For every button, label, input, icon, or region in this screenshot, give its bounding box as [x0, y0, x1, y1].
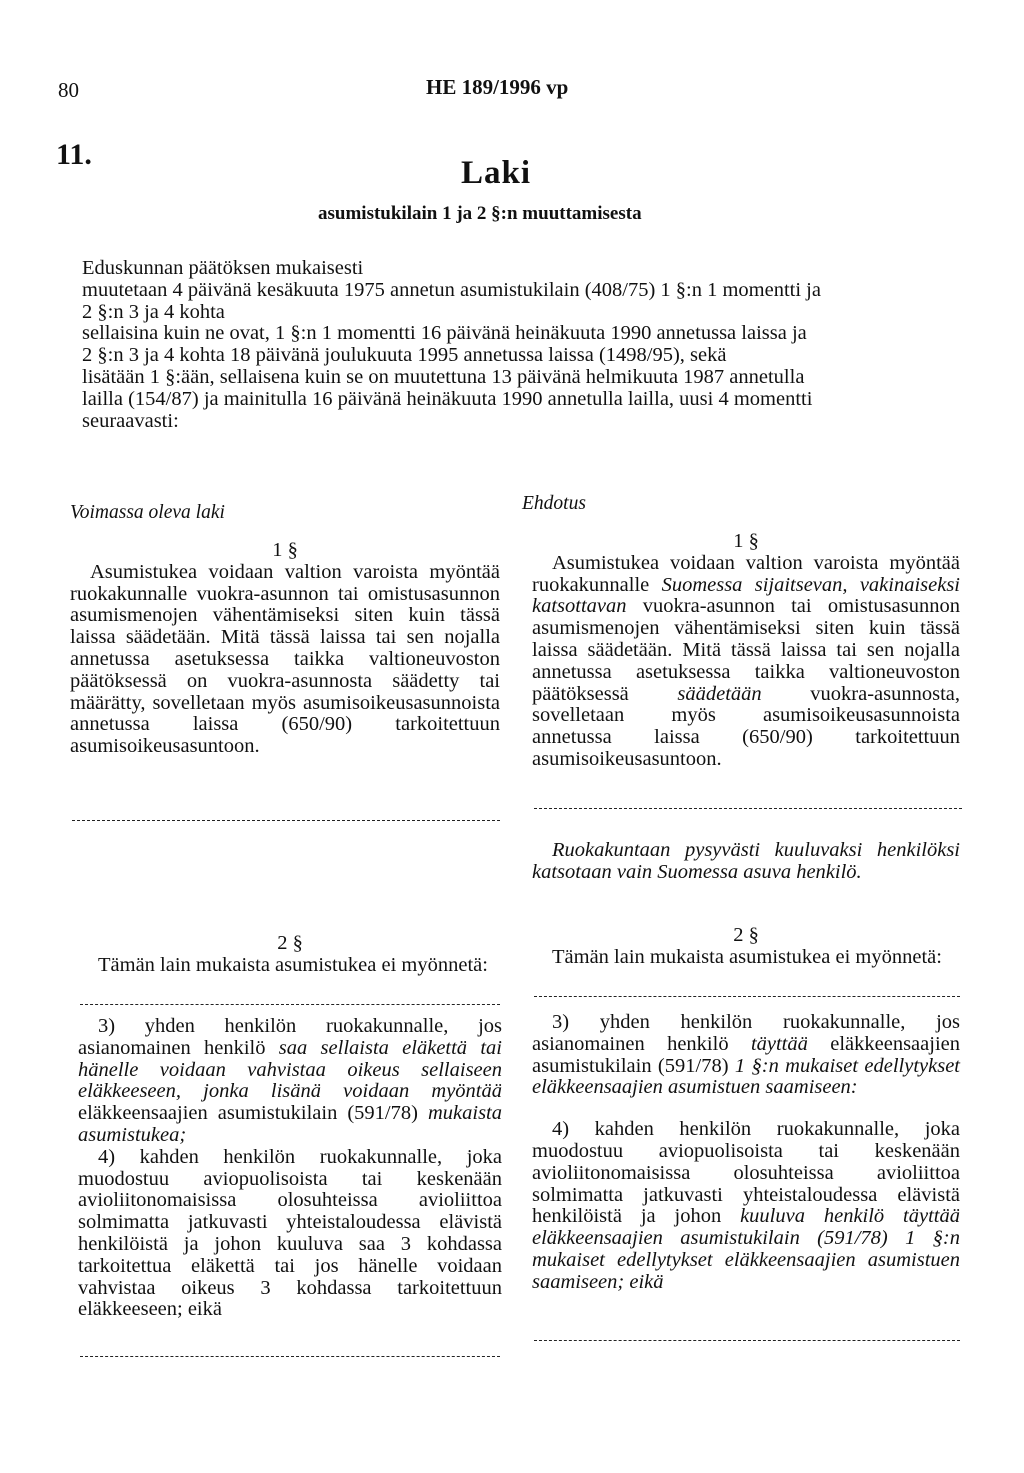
intro-line: sellaisina kuin ne ovat, 1 §:n 1 momentti 16 päivänä heinäkuuta 1990 annetussa laissa ja — [82, 322, 807, 345]
left-column-heading: Voimassa oleva laki — [70, 502, 225, 523]
section-1-label: 1 § — [272, 539, 298, 561]
right-column-heading: Ehdotus — [522, 493, 586, 514]
intro-line: muutetaan 4 päivänä kesäkuuta 1975 annetun asumistukilain (408/75) 1 §:n 1 momentti ja — [82, 278, 821, 301]
intro-line: 2 §:n 3 ja 4 kohta — [82, 300, 225, 323]
omission-dash-line — [80, 1356, 500, 1357]
omission-dash-line — [72, 820, 500, 821]
section-2-label: 2 § — [277, 932, 303, 954]
right-section-2 — [532, 925, 960, 969]
intro-line: Eduskunnan päätöksen mukaisesti — [82, 257, 364, 279]
law-title: Laki — [461, 155, 532, 191]
left-section-2 — [78, 933, 502, 977]
omission-dash-line — [80, 1004, 500, 1005]
right-item-3: 3) yhden henkilön ruokakunnalle, jos asianomainen henkilö täyttää eläkkeensaajien asumistukilain (591/78) 1 §:n mukaiset edellytykset eläkkeensaajien asumistuen saamiseen: — [532, 1011, 960, 1099]
enactment-clause — [82, 258, 962, 432]
intro-line: lailla (154/87) ja mainitulla 16 päivänä heinäkuuta 1990 annetulla lailla, uusi 4 momentti — [82, 387, 813, 410]
right-new-moment: Ruokakuntaan pysyvästi kuuluvaksi henkilöksi katsotaan vain Suomessa asuva henkilö. — [532, 839, 960, 883]
left-section-1-text: Asumistukea voidaan valtion varoista myöntää ruokakunnalle vuokra-asunnon tai omistusasunnon asumismenojen vähentämiseksi siten kuin tässä laissa säädetään. Mitä tässä laissa tai sen nojalla annetussa asetuksessa taikka valtioneuvoston päätöksessä on vuokra-asunnosta säädetty tai määrätty, sovelletaan myös asumisoikeusasunnoista annetussa laissa (650/90) tarkoitettuun asumisoikeusasuntoon. — [70, 560, 500, 758]
intro-line: seuraavasti: — [82, 409, 179, 432]
intro-line: 2 §:n 3 ja 4 kohta 18 päivänä joulukuuta 1995 annetussa laissa (1498/95), sekä — [82, 344, 727, 367]
omission-dash-line — [534, 996, 960, 997]
right-section-1-text: Asumistukea voidaan valtion varoista myöntää ruokakunnalle Suomessa sijaitsevan, vakinaiseksi katsottavan vuokra-asunnon tai omistusasunnon asumismenojen vähentämiseksi siten kuin tässä laissa säädetään. Mitä tässä laissa tai sen nojalla annetussa asetuksessa taikka valtioneuvoston päätöksessä säädetään vuokra-asunnosta, sovelletaan myös asumisoikeusasunnoista annetussa laissa (650/90) tarkoitettuun asumisoikeusasuntoon. — [532, 551, 961, 770]
omission-dash-line — [534, 808, 962, 809]
law-subtitle: asumistukilain 1 ja 2 §:n muuttamisesta — [318, 203, 642, 224]
running-head: HE 189/1996 vp — [426, 75, 569, 99]
section-2-intro: Tämän lain mukaista asumistukea ei myönnetä: — [98, 953, 488, 976]
intro-line: lisätään 1 §:ään, sellaisena kuin se on muutettuna 13 päivänä helmikuuta 1987 annetulla — [82, 365, 805, 388]
left-section-2-items — [78, 1016, 502, 1321]
section-2-label: 2 § — [733, 924, 759, 946]
left-item-3: 3) yhden henkilön ruokakunnalle, jos asianomainen henkilö saa sellaista eläkettä tai hänelle voidaan vahvistaa oikeus sellaiseen eläkkeeseen, jonka lisänä voidaan myöntää eläkkeensaajien asumistukilain (591/78) mukaista asumistukea; — [78, 1015, 502, 1146]
left-item-4: 4) kahden henkilön ruokakunnalle, joka muodostuu aviopuolisoista tai keskenään avioliitonomaisissa olosuhteissa avioliittoa solmimatta jatkuvasti yhteistaloudessa elävistä henkilöistä ja johon kuuluva saa 3 kohdassa tarkoitettua eläkettä tai jos hänelle voidaan vahvistaa oikeus 3 kohdassa tarkoitettuun eläkkeeseen; eikä — [78, 1145, 502, 1321]
right-section-1 — [532, 531, 960, 771]
right-item-4: 4) kahden henkilön ruokakunnalle, joka muodostuu aviopuolisoista tai keskenään avioliitonomaisissa olosuhteissa avioliittoa solmimatta jatkuvasti yhteistaloudessa elävistä henkilöistä ja johon kuuluva henkilö täyttää eläkkeensaajien asumistukilain (591/78) 1 §:n mukaiset edellytykset eläkkeensaajien asumistuen saamiseen; eikä — [532, 1118, 960, 1293]
omission-dash-line — [534, 1340, 960, 1341]
left-section-1 — [70, 540, 500, 758]
right-section-2-items — [532, 1012, 960, 1294]
section-1-label: 1 § — [733, 530, 759, 552]
section-number: 11. — [56, 138, 92, 171]
section-2-intro: Tämän lain mukaista asumistukea ei myönnetä: — [552, 945, 942, 968]
page-number: 80 — [58, 78, 79, 102]
